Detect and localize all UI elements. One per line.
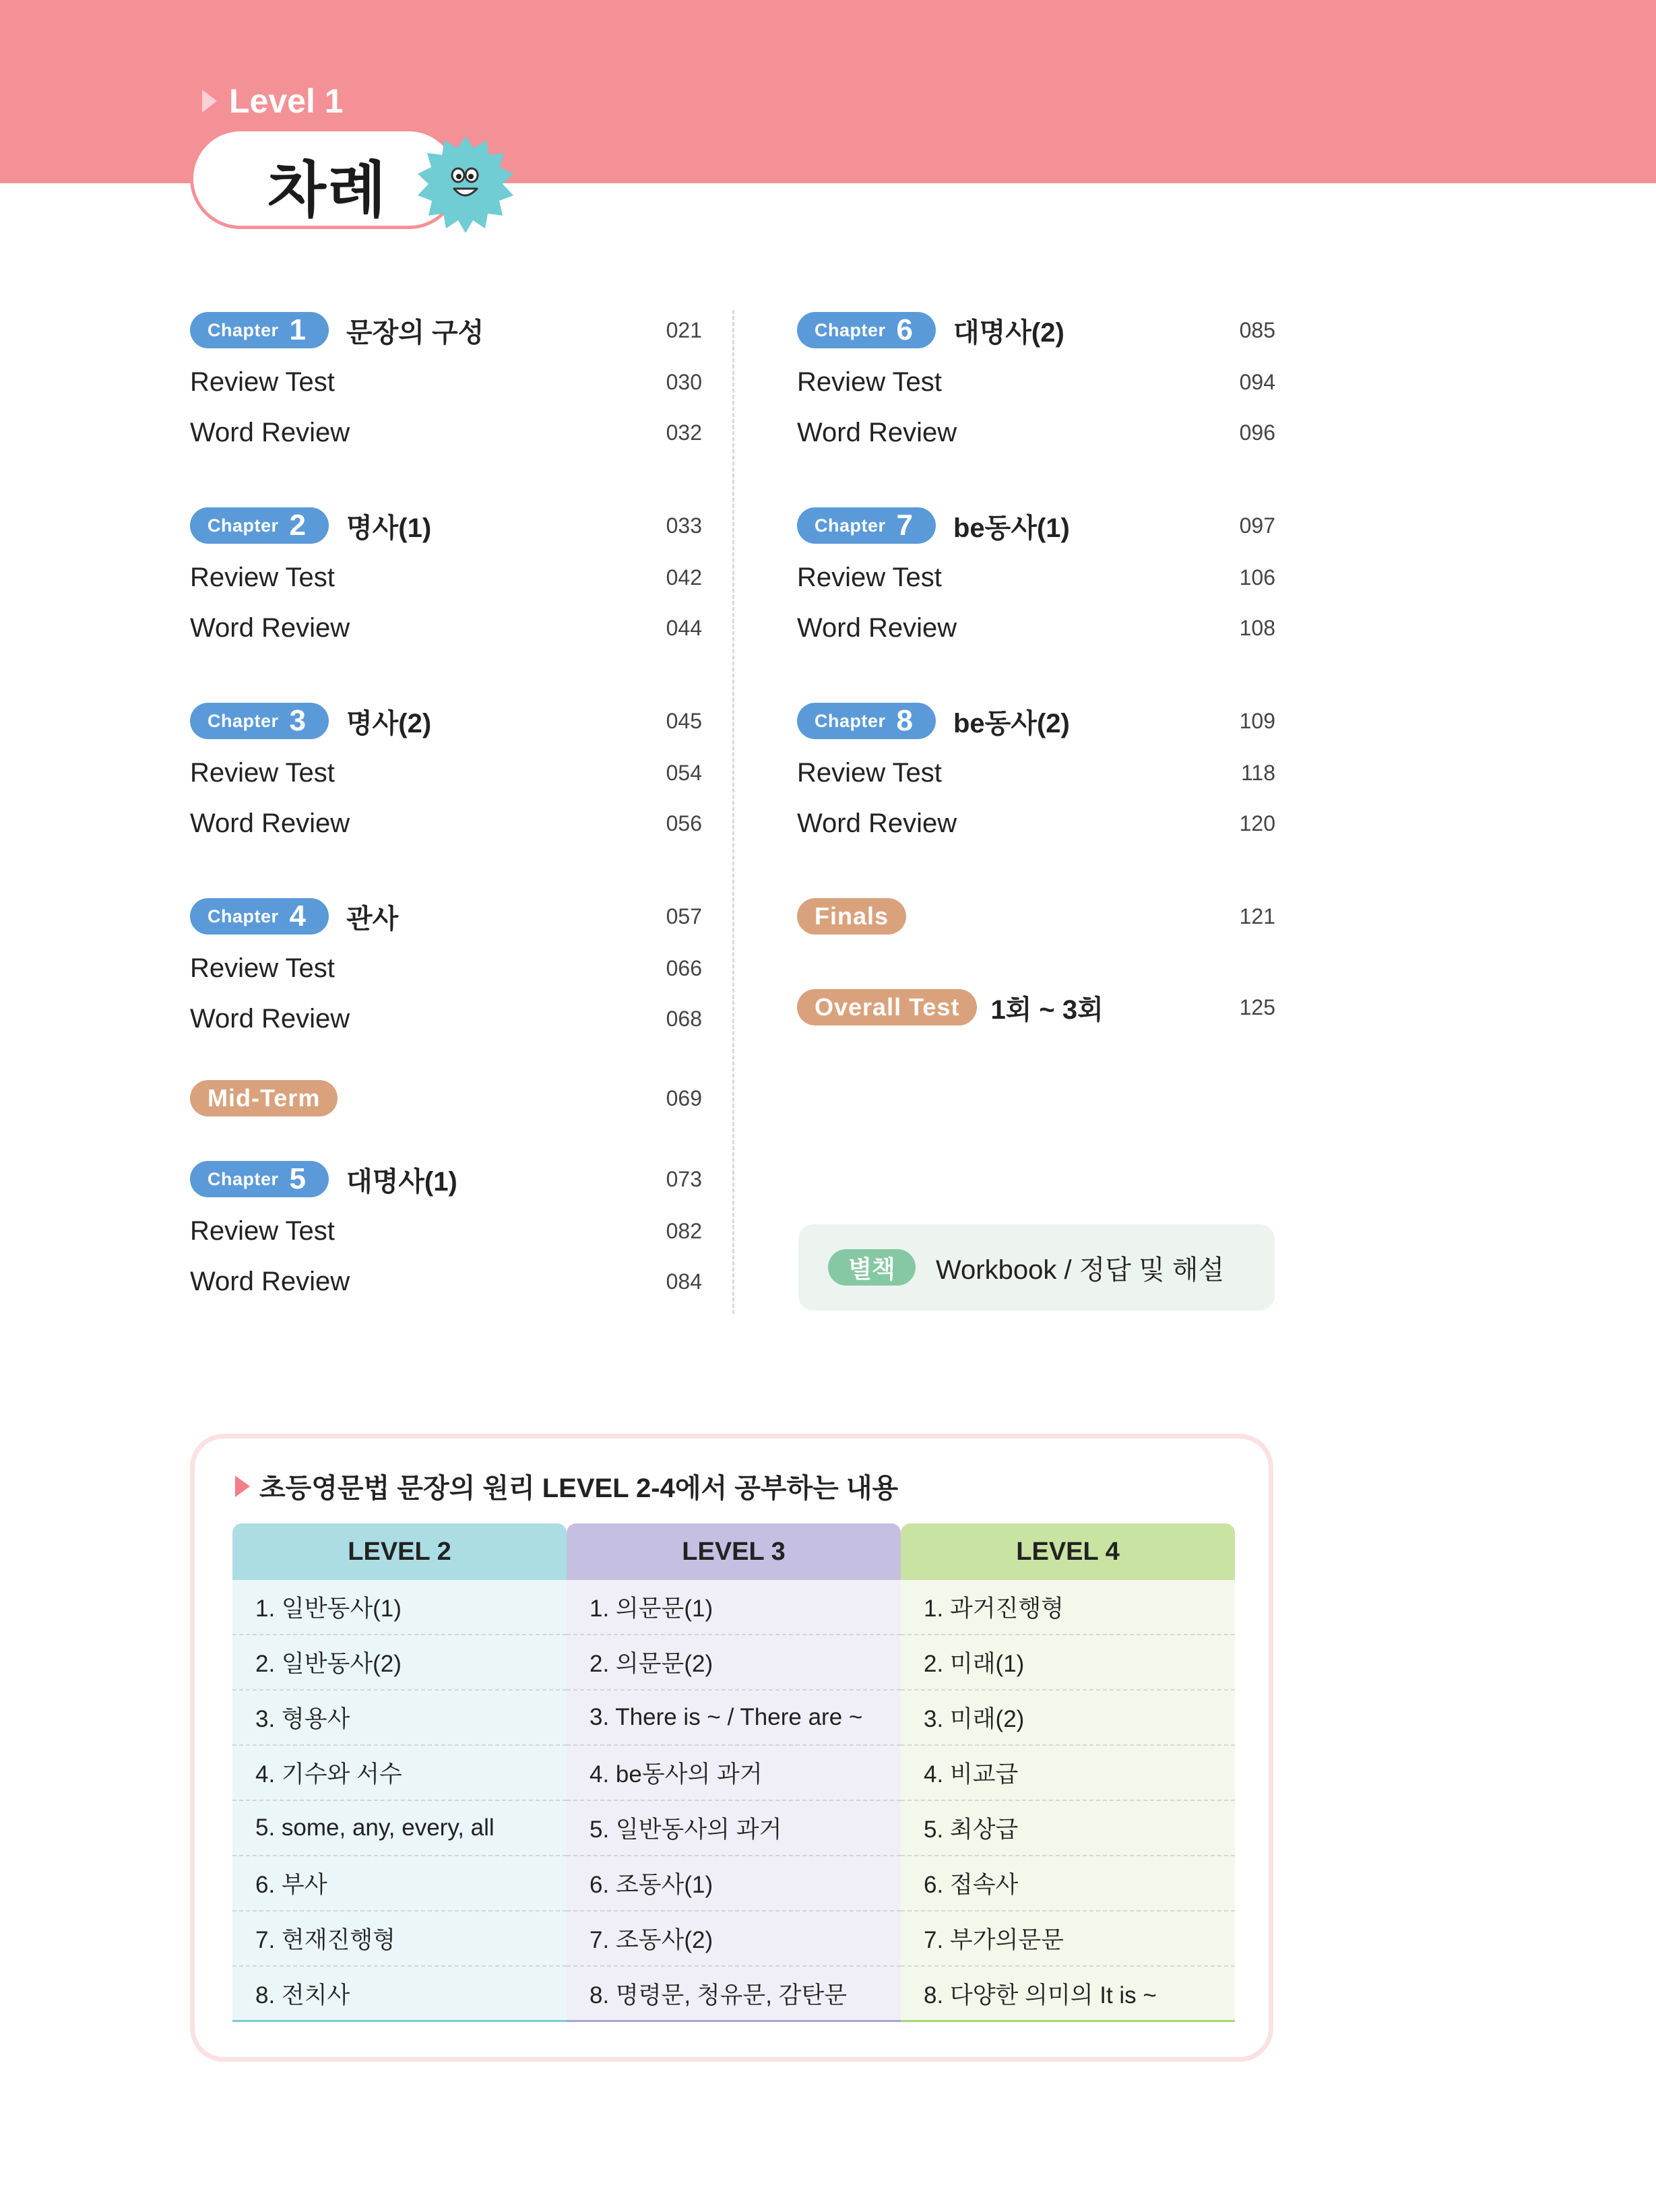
level-label-text: Level 1 (229, 82, 344, 120)
toc-sub-entry[interactable]: Review Test 082 (190, 1216, 702, 1246)
level-label (202, 80, 344, 123)
table-cell: 2. 의문문(2) (567, 1635, 901, 1690)
toc-chapter-5[interactable] (190, 1152, 702, 1206)
finals-badge: Finals (797, 898, 906, 935)
page-number: 045 (666, 708, 702, 733)
page-number: 085 (1239, 317, 1275, 342)
table-cell: 8. 명령문, 청유문, 감탄문 (567, 1967, 901, 2022)
table-cell: 8. 전치사 (232, 1967, 567, 2022)
toc-overall-test[interactable] (797, 980, 1275, 1034)
table-cell: 1. 과거진행형 (901, 1580, 1235, 1635)
page-number: 069 (666, 1085, 702, 1110)
toc-chapter-3[interactable] (190, 694, 702, 748)
column-header: LEVEL 4 (901, 1523, 1235, 1580)
chapter-title: 명사(2) (346, 708, 432, 738)
toc-left-column (190, 303, 702, 1307)
table-cell: 7. 현재진행형 (232, 1911, 567, 1967)
chapter-badge: Chapter 6 (797, 312, 936, 348)
table-cell: 4. 비교급 (901, 1746, 1235, 1801)
overall-test-title: 1회 ~ 3회 (990, 994, 1104, 1025)
table-cell: 4. be동사의 과거 (567, 1746, 901, 1801)
level-3-column (567, 1523, 901, 2022)
overall-test-badge: Overall Test (797, 989, 977, 1025)
toc-chapter-4[interactable] (190, 889, 702, 943)
column-divider (732, 310, 734, 1314)
table-cell: 3. 형용사 (232, 1690, 567, 1746)
toc-finals[interactable] (797, 889, 1275, 943)
column-header: LEVEL 2 (232, 1523, 567, 1580)
level-4-column (901, 1523, 1235, 2022)
table-cell: 5. 최상급 (901, 1801, 1235, 1856)
toc-chapter-1[interactable] (190, 303, 702, 357)
table-cell: 5. some, any, every, all (232, 1801, 567, 1856)
table-cell: 2. 미래(1) (901, 1635, 1235, 1690)
chapter-badge: Chapter 1 (190, 312, 329, 348)
chapter-badge: Chapter 2 (190, 507, 329, 544)
chapter-title: be동사(1) (953, 513, 1070, 543)
toc-sub-entry[interactable]: Review Test 066 (190, 953, 702, 983)
page-title: 차례 (267, 157, 387, 224)
page-number: 121 (1239, 904, 1275, 928)
page-number: 097 (1239, 513, 1275, 538)
chapter-title: 대명사(1) (346, 1166, 457, 1197)
toc-sub-entry[interactable]: Review Test 030 (190, 367, 702, 397)
table-cell: 6. 조동사(1) (567, 1856, 901, 1911)
chapter-title: be동사(2) (953, 708, 1070, 738)
table-cell: 6. 접속사 (901, 1856, 1235, 1911)
toc-sub-entry[interactable]: Word Review 108 (797, 613, 1275, 643)
level-2-column (232, 1523, 567, 2022)
toc-sub-entry[interactable]: Review Test 054 (190, 758, 702, 788)
play-triangle-icon (202, 90, 217, 113)
mid-term-badge: Mid-Term (190, 1080, 338, 1116)
page-number: 125 (1239, 994, 1275, 1019)
chapter-title: 명사(1) (346, 513, 432, 543)
table-cell: 2. 일반동사(2) (232, 1635, 567, 1690)
toc-chapter-8[interactable] (797, 694, 1275, 748)
table-cell: 7. 부가의문문 (901, 1911, 1235, 1967)
workbook-badge: 별책 (828, 1249, 916, 1286)
toc-sub-entry[interactable]: Word Review 032 (190, 418, 702, 447)
chapter-badge: Chapter 5 (190, 1161, 329, 1197)
toc-mid-term[interactable] (190, 1071, 702, 1125)
toc-chapter-6[interactable] (797, 303, 1275, 357)
chapter-title: 관사 (346, 904, 399, 934)
toc-sub-entry[interactable]: Review Test 118 (797, 758, 1275, 788)
chapter-title: 대명사(2) (953, 317, 1064, 348)
page-number: 073 (666, 1166, 702, 1191)
smiling-gear-mascot-icon (415, 135, 516, 236)
table-cell: 8. 다양한 의미의 It is ~ (901, 1967, 1235, 2022)
toc-sub-entry[interactable]: Word Review 084 (190, 1267, 702, 1296)
page-number: 021 (666, 317, 702, 342)
toc-sub-entry[interactable]: Word Review 096 (797, 418, 1275, 447)
chapter-badge: Chapter 8 (797, 703, 936, 739)
table-cell: 1. 의문문(1) (567, 1580, 901, 1635)
toc-sub-entry[interactable]: Review Test 106 (797, 563, 1275, 592)
table-cell: 1. 일반동사(1) (232, 1580, 567, 1635)
toc-chapter-7[interactable] (797, 499, 1275, 552)
page-number: 033 (666, 513, 702, 538)
table-cell: 3. 미래(2) (901, 1690, 1235, 1746)
toc-sub-entry[interactable]: Word Review 056 (190, 809, 702, 838)
chapter-badge: Chapter 3 (190, 703, 329, 739)
workbook-text: Workbook / 정답 및 해설 (936, 1255, 1225, 1285)
table-cell: 7. 조동사(2) (567, 1911, 901, 1967)
toc-sub-entry[interactable]: Review Test 042 (190, 563, 702, 592)
table-cell: 6. 부사 (232, 1856, 567, 1911)
column-header: LEVEL 3 (567, 1523, 901, 1580)
toc-sub-entry[interactable]: Word Review 068 (190, 1004, 702, 1034)
chapter-badge: Chapter 4 (190, 898, 329, 935)
page-number: 057 (666, 904, 702, 928)
levels-table (232, 1523, 1236, 2022)
chapter-title: 문장의 구성 (346, 317, 484, 348)
workbook-banner[interactable] (798, 1224, 1275, 1310)
play-triangle-icon (235, 1476, 250, 1497)
toc-sub-entry[interactable]: Word Review 044 (190, 613, 702, 643)
table-cell: 3. There is ~ / There are ~ (567, 1690, 901, 1746)
table-cell: 5. 일반동사의 과거 (567, 1801, 901, 1856)
toc-sub-entry[interactable]: Word Review 120 (797, 809, 1275, 838)
toc-right-column (797, 303, 1275, 1034)
table-cell: 4. 기수와 서수 (232, 1746, 567, 1801)
page-number: 109 (1239, 708, 1275, 733)
chapter-badge: Chapter 7 (797, 507, 936, 544)
levels-heading: 초등영문법 문장의 원리 LEVEL 2-4에서 공부하는 내용 (235, 1467, 898, 1505)
levels-overview-box (190, 1434, 1273, 2062)
toc-chapter-2[interactable] (190, 499, 702, 552)
toc-sub-entry[interactable]: Review Test 094 (797, 367, 1275, 397)
